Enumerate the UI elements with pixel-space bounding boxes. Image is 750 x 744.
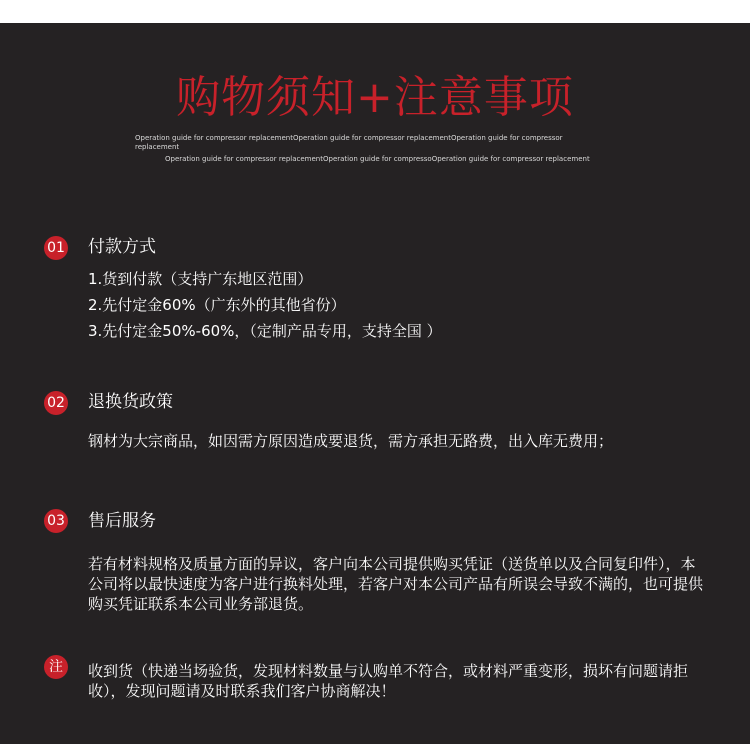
note-badge: 注: [44, 655, 68, 679]
shopping-notice-panel: [0, 23, 750, 744]
section-03-badge: 03: [44, 509, 68, 533]
section-01-badge: 01: [44, 236, 68, 260]
subtitle-line-1: Operation guide for compressor replacementOperation guide for compressor replacementOperation guide for compressor replacement: [135, 134, 563, 151]
section-01-title: 付款方式: [88, 237, 156, 257]
section-02-title: 退换货政策: [88, 392, 173, 412]
payment-line-3: 3.先付定金50%-60%，（定制产品专用，支持全国 ）: [88, 322, 442, 340]
section-03-title: 售后服务: [88, 511, 156, 531]
section-02-badge: 02: [44, 391, 68, 415]
after-sales-text: 若有材料规格及质量方面的异议，客户向本公司提供购买凭证（送货单以及合同复印件），本公司将以最快速度为客户进行换料处理，若客户对本公司产品有所误会导致不满的，也可提供购买凭证联系本公司业务部退货。: [88, 555, 704, 613]
note-text: 收到货（快递当场验货，发现材料数量与认购单不符合，或材料严重变形，损坏有问题请拒收），发现问题请及时联系我们客户协商解决！: [88, 662, 689, 700]
payment-line-1: 1.货到付款（支持广东地区范围）: [88, 270, 313, 288]
page-title: 购物须知+注意事项: [176, 72, 574, 123]
return-policy-text: 钢材为大宗商品，如因需方原因造成要退货，需方承担无路费，出入库无费用；: [88, 432, 614, 450]
subtitle-line-2: Operation guide for compressor replacementOperation guide for compressoOperation guide for compressor replacement: [165, 155, 590, 163]
payment-line-2: 2.先付定金60%（广东外的其他省份）: [88, 296, 346, 314]
